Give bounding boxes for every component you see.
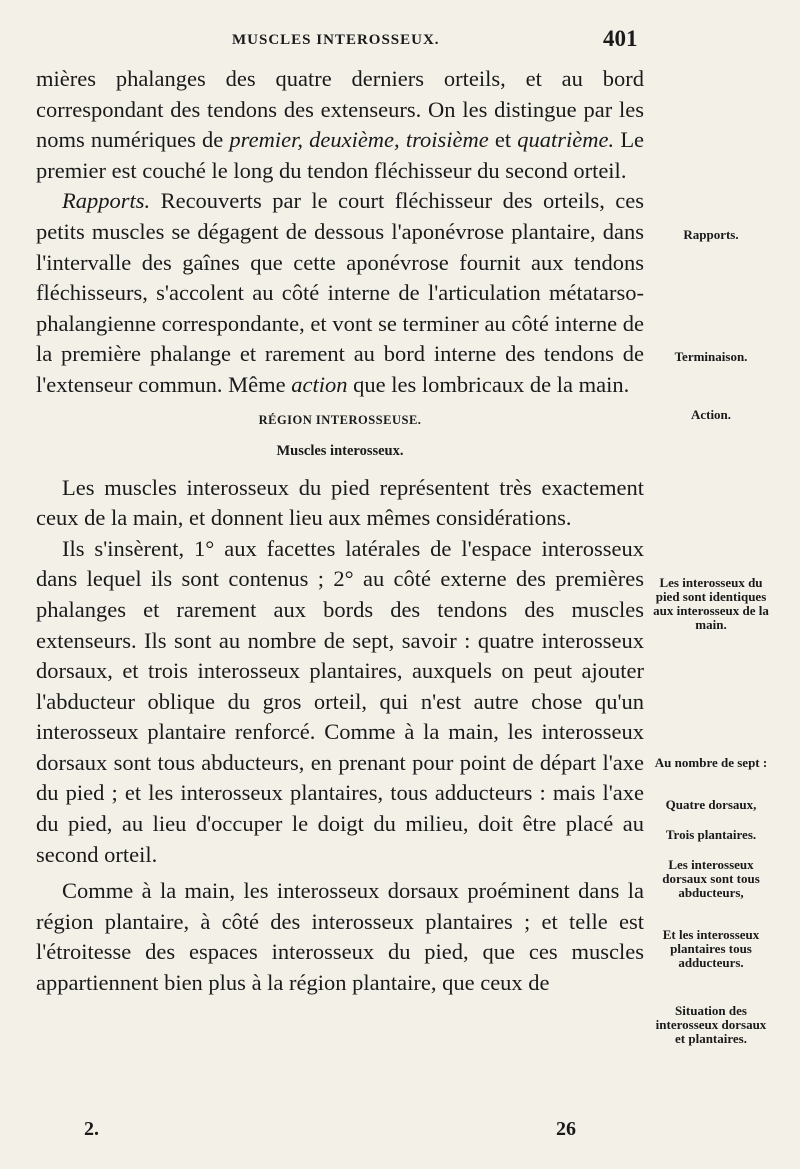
signature-mark-right: 26: [556, 1118, 576, 1140]
running-title: MUSCLES INTEROSSEUX.: [232, 32, 440, 48]
para1-et: et: [494, 127, 512, 153]
margin-note-action: Action.: [690, 407, 732, 422]
para1-line-2: correspondant des tendons des extenseurs. On les distingue: [36, 96, 577, 122]
signature-mark-left: 2.: [84, 1118, 99, 1140]
action-italic: action: [291, 371, 348, 397]
margin-note-identiques: Les interosseux du pied sont identiques aux interosseux de la main.: [653, 575, 769, 632]
margin-note-adducteurs: Et les interosseux plantaires tous adducteurs.: [662, 927, 760, 970]
paragraph-4: Comme à la main, les interosseux dorsaux proéminent dans la région plantaire, à côté des interosseux plantaires ; et telle est l'étroitesse des espaces interosseux du pied, que ces muscles appartiennent bien plus à la région plantaire, que ceux de: [36, 878, 644, 996]
margin-note-dorsaux: Quatre dorsaux,: [665, 797, 757, 812]
sub-heading: Muscles interosseux.: [276, 442, 404, 459]
margin-note-nombre: Au nombre de sept :: [654, 755, 768, 770]
para1-italic-last: quatrième.: [517, 127, 615, 153]
para1-line-3: par les noms numériques de: [36, 96, 644, 153]
para1-rest: Le premier est couché le long du tendon fléchisseur du second orteil.: [36, 127, 645, 183]
margin-note-situation: Situation des interosseux dorsaux et plantaires.: [655, 1003, 767, 1046]
rapports-text: Recouverts par le court fléchisseur des orteils, ces petits muscles se dégagent de dessous l'aponévrose plantaire, dans l'intervalle des gaînes que cette aponévrose fournit aux tendons fléchisseurs, s'accolent au côté interne de l'articulation métatarso-phalangienne correspondante, et vont se terminer au côté interne de la première phalange et rarement au bord interne des tendons de l'extenseur commun. Même: [36, 188, 645, 397]
para1-italic-names: premier, deuxième, troisième: [229, 127, 489, 153]
page-header: [0, 26, 800, 56]
paragraph-3: Ils s'insèrent, 1° aux facettes latérales de l'espace interosseux dans lequel ils sont contenus ; 2° au côté externe des premières phalanges et rarement aux bords des tendons des muscles extenseurs. Ils sont au nombre de sept, savoir : quatre interosseux dorsaux, et trois interosseux plantaires, auxquels on peut ajouter l'abducteur oblique du gros orteil, qui n'est autre chose qu'un interosseux plantaire renforcé. Comme à la main, les interosseux dorsaux sont tous abducteurs, en prenant pour point de départ l'axe du pied ; et les interosseux plantaires, tous adducteurs : mais l'axe du pied, au lieu d'occuper le doigt du milieu, doit être placé au second orteil.: [36, 535, 644, 867]
para1-line-1: mières phalanges des quatre derniers orteils, et au bord: [36, 66, 644, 91]
action-rest: que les lombricaux de la main.: [353, 371, 630, 397]
section-heading: RÉGION INTEROSSEUSE.: [258, 412, 422, 427]
page-number: 401: [603, 26, 638, 51]
margin-note-rapports: Rapports.: [683, 227, 739, 242]
main-text: [36, 64, 644, 999]
margin-note-terminaison: Terminaison.: [674, 349, 748, 364]
margin-note-abducteurs: Les interosseux dorsaux sont tous abducteurs,: [662, 857, 760, 900]
paragraph-1: [36, 64, 644, 186]
margin-note-plantaires: Trois plantaires.: [665, 827, 757, 842]
page-footer: [0, 1118, 800, 1148]
rapports-label: Rapports.: [62, 188, 151, 214]
paragraph-rapports: [36, 186, 644, 400]
paragraph-2: Les muscles interosseux du pied représentent très exactement ceux de la main, et donnent lieu aux mêmes considérations.: [36, 474, 644, 531]
